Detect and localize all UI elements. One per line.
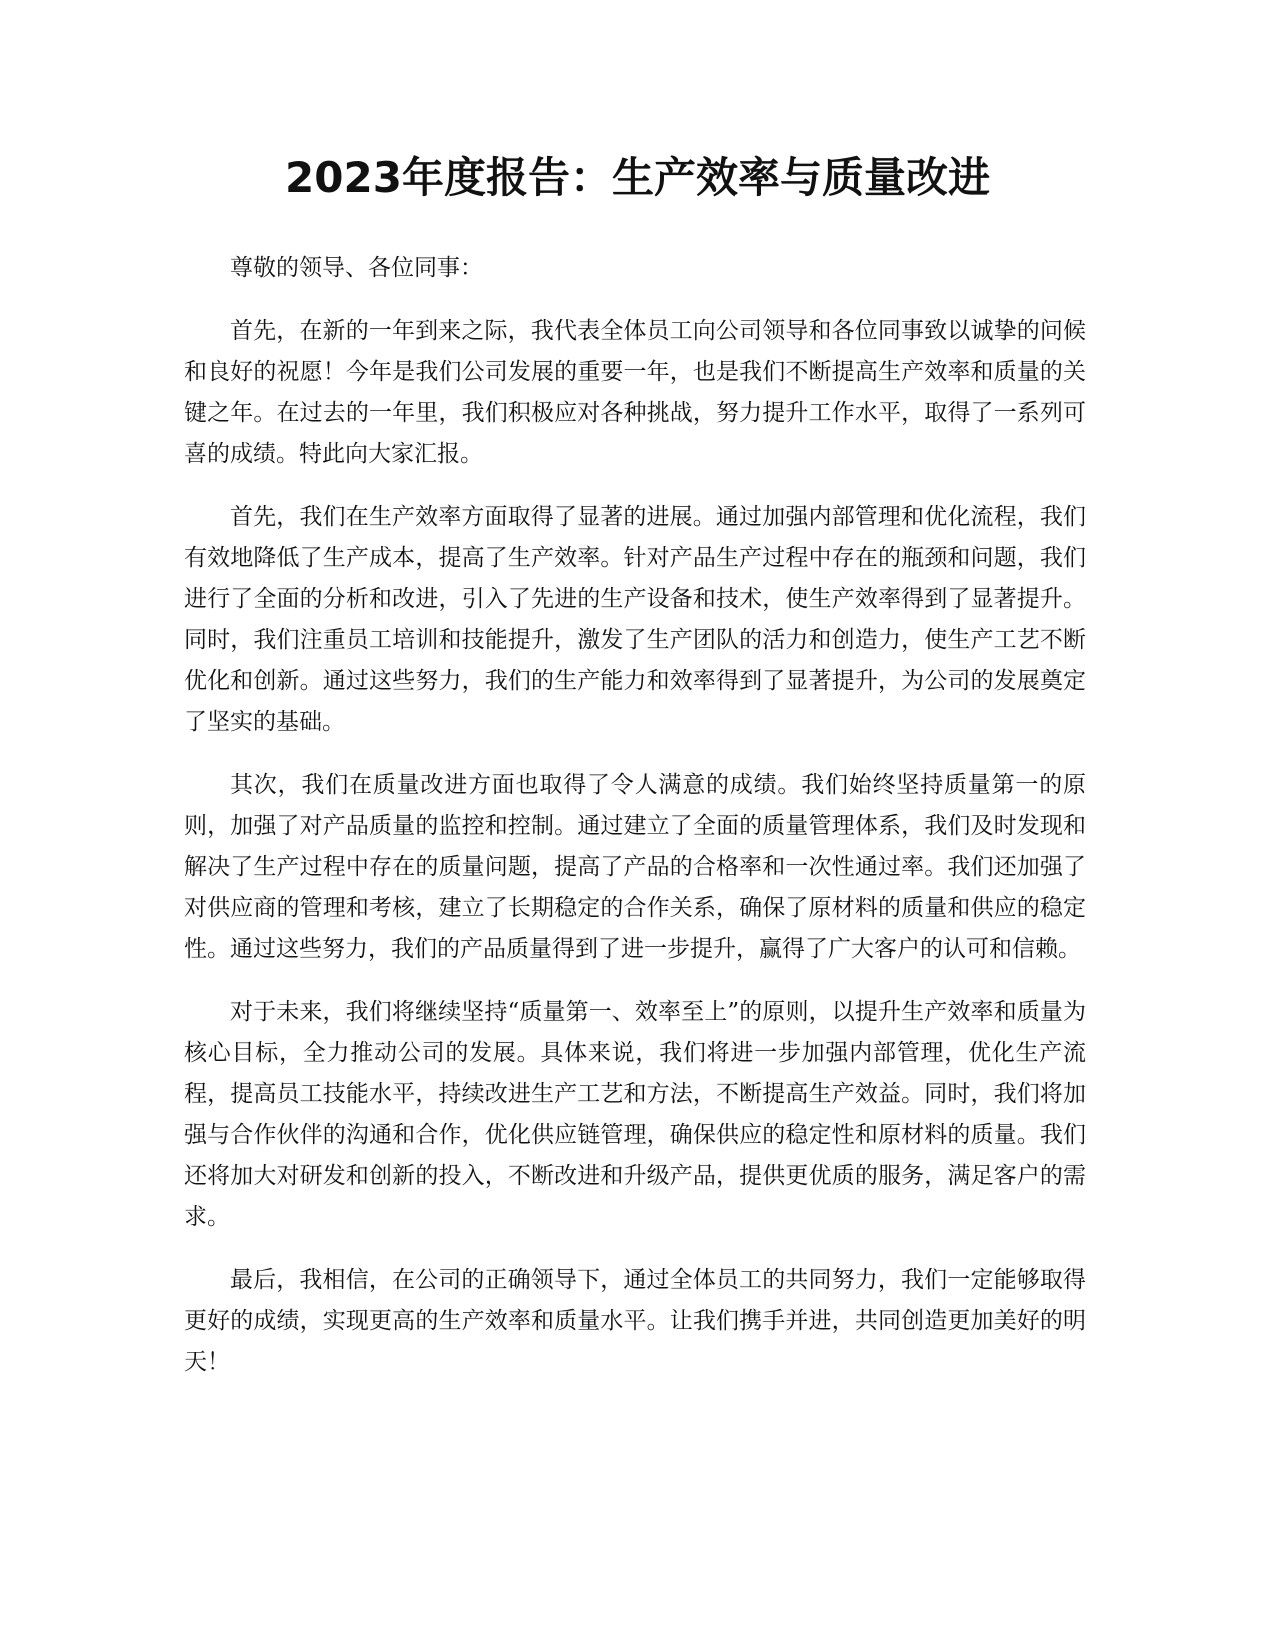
document-body [184,248,1086,1405]
paragraph-quality: 其次，我们在质量改进方面也取得了令人满意的成绩。我们始终坚持质量第一的原则，加强了对产品质量的监控和控制。通过建立了全面的质量管理体系，我们及时发现和解决了生产过程中存在的质量问题，提高了产品的合格率和一次性通过率。我们还加强了对供应商的管理和考核，建立了长期稳定的合作关系，确保了原材料的质量和供应的稳定性。通过这些努力，我们的产品质量得到了进一步提升，赢得了广大客户的认可和信赖。 [184,772,1086,962]
paragraph-efficiency: 首先，我们在生产效率方面取得了显著的进展。通过加强内部管理和优化流程，我们有效地降低了生产成本，提高了生产效率。针对产品生产过程中存在的瓶颈和问题，我们进行了全面的分析和改进，引入了先进的生产设备和技术，使生产效率得到了显著提升。同时，我们注重员工培训和技能提升，激发了生产团队的活力和创造力，使生产工艺不断优化和创新。通过这些努力，我们的生产能力和效率得到了显著提升，为公司的发展奠定了坚实的基础。 [184,504,1086,735]
paragraph-closing: 最后，我相信，在公司的正确领导下，通过全体员工的共同努力，我们一定能够取得更好的成绩，实现更高的生产效率和质量水平。让我们携手并进，共同创造更加美好的明天！ [184,1267,1086,1375]
document-title: 2023年度报告：生产效率与质量改进 [285,153,990,202]
paragraph-intro: 首先，在新的一年到来之际，我代表全体员工向公司领导和各位同事致以诚挚的问候和良好的祝愿！今年是我们公司发展的重要一年，也是我们不断提高生产效率和质量的关键之年。在过去的一年里，我们积极应对各种挑战，努力提升工作水平，取得了一系列可喜的成绩。特此向大家汇报。 [184,318,1086,467]
paragraph-future: 对于未来，我们将继续坚持“质量第一、效率至上”的原则，以提升生产效率和质量为核心目标，全力推动公司的发展。具体来说，我们将进一步加强内部管理，优化生产流程，提高员工技能水平，持续改进生产工艺和方法，不断提高生产效益。同时，我们将加强与合作伙伴的沟通和合作，优化供应链管理，确保供应的稳定性和原材料的质量。我们还将加大对研发和创新的投入，不断改进和升级产品，提供更优质的服务，满足客户的需求。 [184,999,1086,1230]
greeting: 尊敬的领导、各位同事： [230,255,483,281]
